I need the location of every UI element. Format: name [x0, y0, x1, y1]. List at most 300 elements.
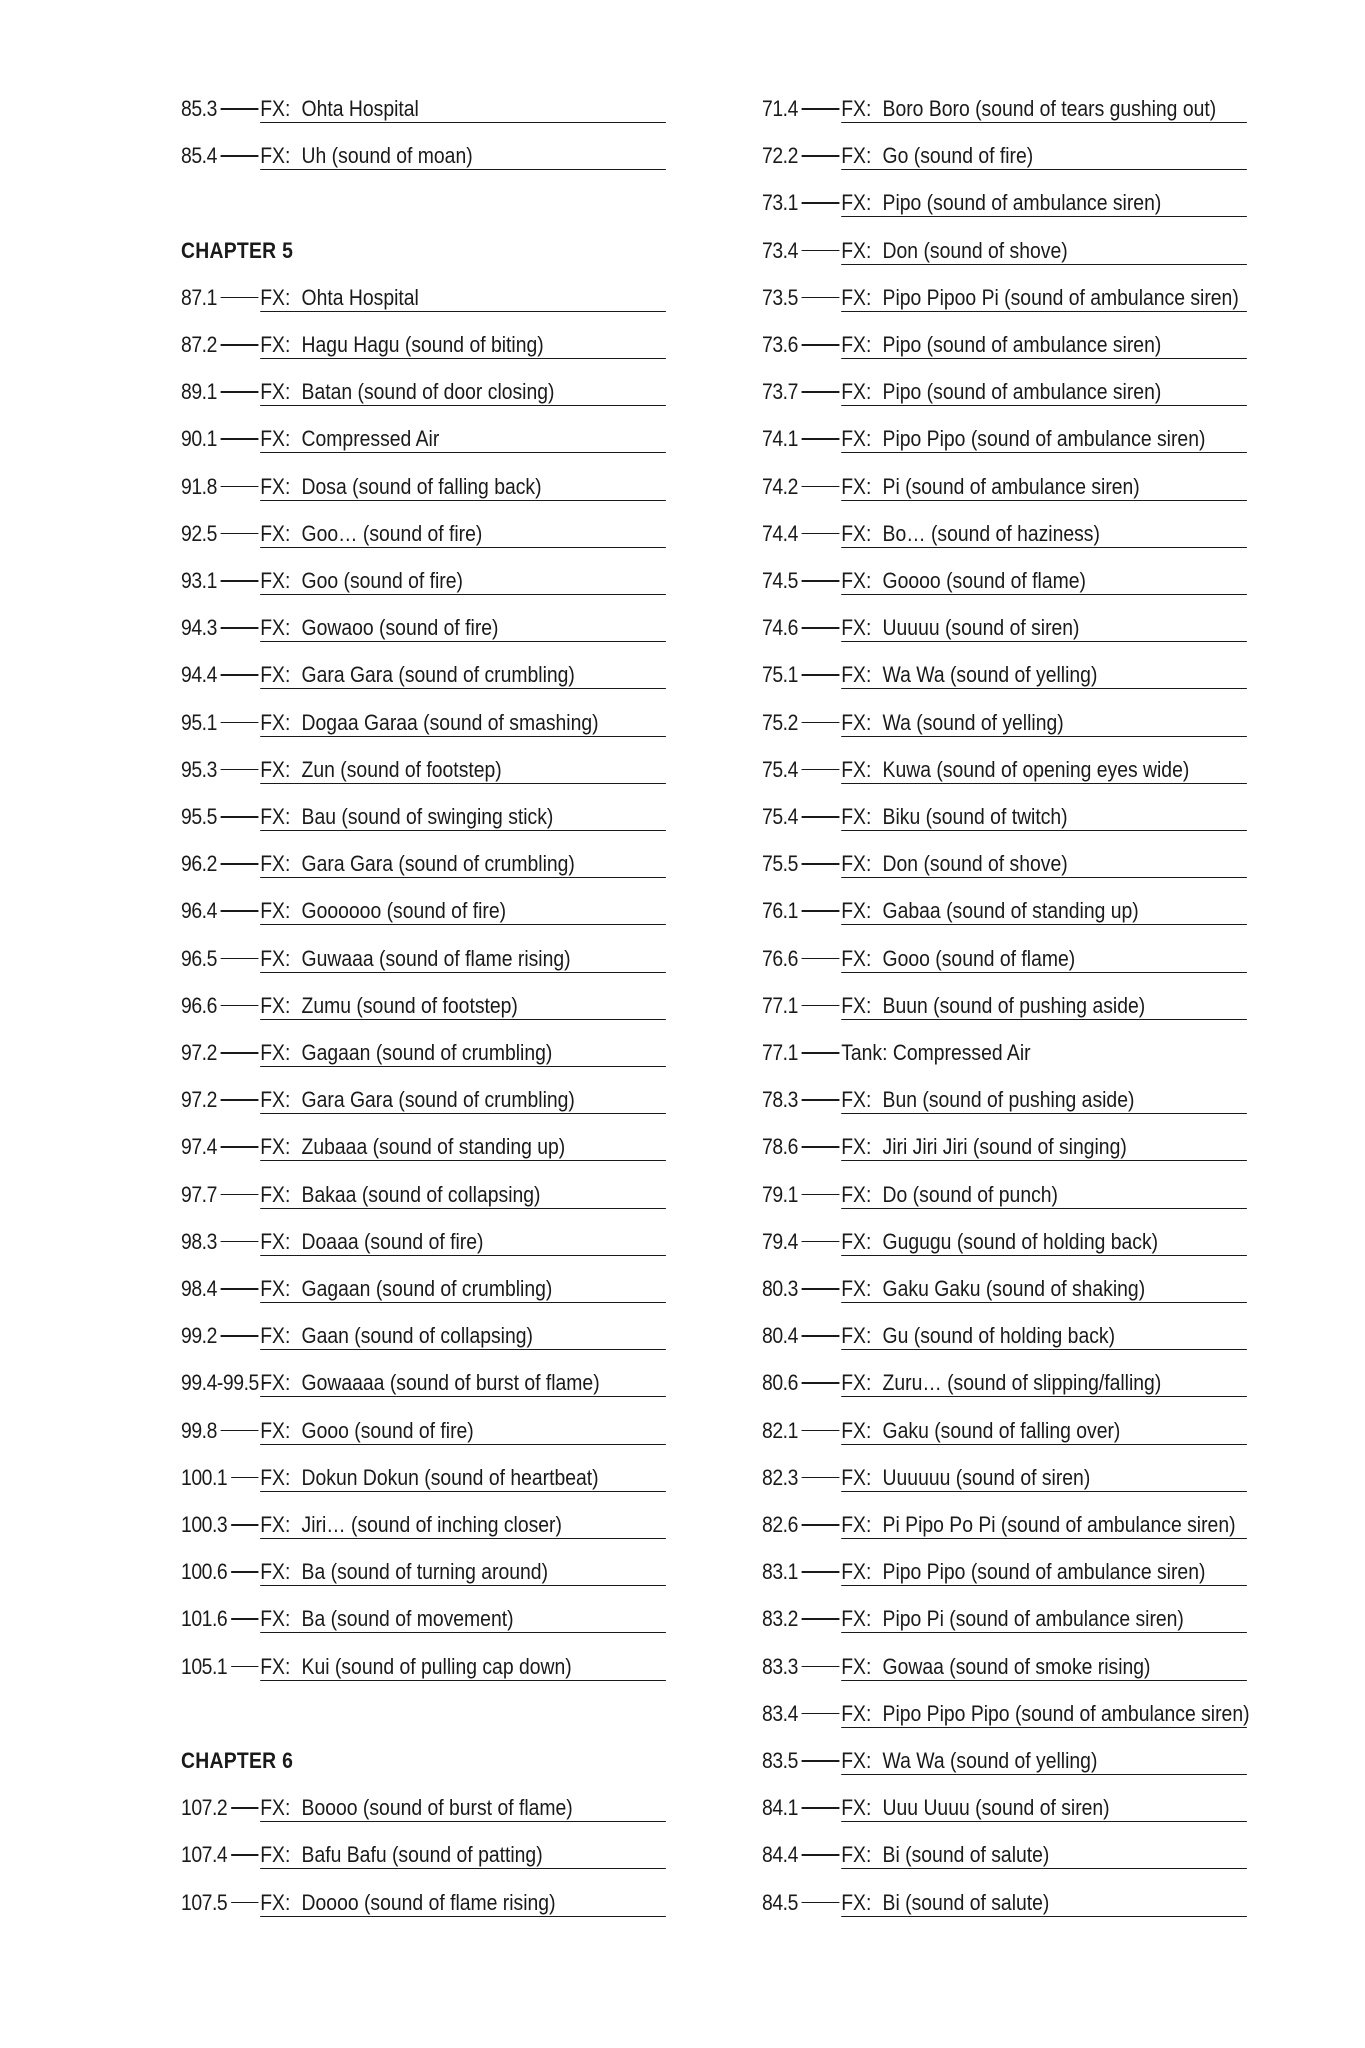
entry-label: FX: — [260, 1653, 291, 1679]
entry-text: Don (sound of shove) — [882, 237, 1068, 263]
entry-text: Hagu Hagu (sound of biting) — [301, 332, 544, 357]
entry-text: Gugugu (sound of holding back) — [882, 1228, 1159, 1254]
entry-label: FX: — [841, 1417, 872, 1443]
leader-dash — [802, 1288, 840, 1290]
fx-entry — [762, 462, 1189, 509]
fx-entry — [181, 981, 608, 1028]
entry-label: FX: — [841, 756, 872, 782]
fx-entry — [762, 792, 1189, 839]
page-panel-number: 80.3 — [762, 1276, 798, 1301]
page-panel-number: 100.6 — [181, 1559, 228, 1585]
page-panel-number: 95.5 — [181, 804, 217, 829]
entry-text: Bi (sound of salute) — [882, 1889, 1050, 1915]
entry-label: FX: — [260, 1417, 291, 1443]
page-panel-number: 84.5 — [762, 1889, 798, 1915]
fx-entry — [762, 1830, 1189, 1877]
leader-dash — [221, 580, 259, 582]
entry-text: Doooo (sound of flame rising) — [301, 1889, 556, 1915]
entry-label: FX: — [841, 473, 872, 499]
entry-label: FX: — [841, 1653, 872, 1679]
leader-dash — [221, 1241, 259, 1243]
fx-entry — [762, 1406, 1189, 1453]
page-panel-number: 96.4 — [181, 898, 217, 924]
fx-entry — [762, 1547, 1206, 1594]
entry-label: FX: — [260, 756, 291, 782]
page-panel-number: 97.2 — [181, 1040, 217, 1065]
entry-label: FX: — [841, 662, 872, 688]
leader-dash — [802, 297, 840, 299]
page-panel-number: 74.6 — [762, 615, 798, 641]
entry-label: FX: — [260, 898, 291, 924]
page-panel-number: 99.2 — [181, 1323, 217, 1349]
fx-entry — [181, 1217, 608, 1264]
fx-entry — [181, 509, 608, 556]
fx-entry — [762, 1642, 1189, 1689]
entry-text: Jiri… (sound of inching closer) — [301, 1512, 562, 1537]
entry-label: FX: — [841, 1512, 872, 1537]
leader-dash — [221, 816, 259, 818]
fx-entry — [762, 698, 1189, 745]
leader-dash — [221, 297, 259, 299]
page-panel-number: 89.1 — [181, 379, 217, 405]
entry-text: Pi (sound of ambulance siren) — [882, 473, 1140, 499]
entry-text: Dosa (sound of falling back) — [301, 473, 542, 499]
page-panel-number: 82.1 — [762, 1417, 798, 1443]
page-panel-number: 83.5 — [762, 1748, 798, 1773]
entry-label: FX: — [841, 237, 872, 263]
entry-label: FX: — [841, 1464, 872, 1490]
entry-text: Gu (sound of holding back) — [882, 1323, 1116, 1349]
page-panel-number: 79.1 — [762, 1181, 798, 1207]
page-panel-number: 74.2 — [762, 473, 798, 499]
fx-entry — [181, 1547, 608, 1594]
leader-dash — [802, 1194, 840, 1196]
leader-dash — [802, 1052, 840, 1054]
page-panel-number: 74.4 — [762, 520, 798, 546]
leader-dash — [802, 1430, 840, 1432]
leader-dash — [221, 533, 259, 535]
fx-entry — [181, 603, 608, 650]
entry-text: Gaku Gaku (sound of shaking) — [882, 1276, 1146, 1301]
fx-entry — [181, 1594, 608, 1641]
page-panel-number: 91.8 — [181, 473, 217, 499]
entry-text: Boooo (sound of burst of flame) — [301, 1795, 573, 1821]
page-panel-number: 78.6 — [762, 1134, 798, 1160]
page-panel-number: 73.7 — [762, 379, 798, 405]
entry-text: Kui (sound of pulling cap down) — [301, 1653, 572, 1679]
fx-entry — [181, 934, 608, 981]
tank-entry — [762, 1028, 1189, 1075]
page-panel-number: 97.2 — [181, 1087, 217, 1113]
page-panel-number: 96.5 — [181, 945, 217, 971]
page-panel-number: 99.4-99.5 — [181, 1370, 259, 1396]
entry-label: FX: — [260, 1512, 291, 1537]
fx-entry — [762, 839, 1189, 886]
entry-label: FX: — [841, 96, 872, 121]
entry-label: FX: — [260, 1040, 291, 1065]
fx-entry — [762, 84, 1217, 131]
page-panel-number: 93.1 — [181, 568, 217, 593]
entry-text: Wa (sound of yelling) — [882, 709, 1064, 735]
entry-text: Goooo (sound of flame) — [882, 568, 1086, 593]
page-panel-number: 82.3 — [762, 1464, 798, 1490]
entry-text: Batan (sound of door closing) — [301, 379, 555, 405]
leader-dash — [802, 580, 840, 582]
entry-label: FX: — [841, 332, 872, 357]
leader-dash — [802, 1760, 840, 1762]
leader-dash — [802, 1146, 840, 1148]
page-panel-number: 105.1 — [181, 1653, 228, 1679]
entry-label: FX: — [260, 709, 291, 735]
entry-text: Pipo (sound of ambulance siren) — [882, 379, 1162, 405]
entry-text: Gaku (sound of falling over) — [882, 1417, 1121, 1443]
entry-label: FX: — [260, 1795, 291, 1821]
leader-dash — [802, 1005, 840, 1007]
fx-entry — [181, 792, 608, 839]
fx-entry — [181, 367, 608, 414]
page-panel-number: 96.2 — [181, 851, 217, 877]
fx-entry — [181, 745, 608, 792]
entry-text: Pipo Pi (sound of ambulance siren) — [882, 1606, 1184, 1632]
leader-dash — [231, 1666, 258, 1668]
fx-entry — [762, 1122, 1189, 1169]
entry-text: Pipo (sound of ambulance siren) — [882, 190, 1162, 216]
fx-entry — [181, 1783, 608, 1830]
page-panel-number: 107.4 — [181, 1842, 228, 1868]
page-panel-number: 98.3 — [181, 1228, 217, 1254]
entry-text: Zubaaa (sound of standing up) — [301, 1134, 566, 1160]
page-panel-number: 100.3 — [181, 1512, 228, 1537]
leader-dash — [802, 769, 840, 771]
entry-text: Uuuuuu (sound of siren) — [882, 1464, 1091, 1490]
fx-entry — [181, 1311, 608, 1358]
leader-dash — [221, 1099, 259, 1101]
leader-dash — [221, 391, 259, 393]
entry-label: FX: — [841, 379, 872, 405]
entry-label: FX: — [841, 1276, 872, 1301]
page-panel-number: 76.6 — [762, 945, 798, 971]
fx-entry — [762, 650, 1189, 697]
entry-text: Compressed Air — [301, 426, 440, 452]
entry-text: Bafu Bafu (sound of patting) — [301, 1842, 543, 1868]
leader-dash — [802, 1902, 840, 1904]
entry-label: FX: — [260, 615, 291, 641]
entry-label: FX: — [841, 1795, 872, 1821]
leader-dash — [221, 344, 259, 346]
entry-label: FX: — [841, 520, 872, 546]
entry-label: FX: — [260, 568, 291, 593]
entry-text: Gagaan (sound of crumbling) — [301, 1040, 553, 1065]
fx-entry — [181, 1264, 608, 1311]
entry-text: Boro Boro (sound of tears gushing out) — [882, 96, 1217, 121]
fx-entry — [762, 1170, 1189, 1217]
leader-dash — [802, 1807, 840, 1809]
entry-label: FX: — [841, 1228, 872, 1254]
entry-text: Bakaa (sound of collapsing) — [301, 1181, 541, 1207]
leader-dash — [802, 674, 840, 676]
tank-label — [841, 1040, 1030, 1066]
leader-dash — [221, 438, 259, 440]
leader-dash — [231, 1902, 258, 1904]
entry-label: FX: — [260, 662, 291, 688]
page-panel-number: 100.1 — [181, 1464, 228, 1490]
entry-text: Uh (sound of moan) — [301, 143, 473, 169]
page-panel-number: 73.6 — [762, 332, 798, 357]
leader-dash — [802, 1571, 840, 1573]
entry-text: Uuu Uuuu (sound of siren) — [882, 1795, 1110, 1821]
fx-entry — [181, 320, 608, 367]
page-panel-number: 101.6 — [181, 1606, 228, 1632]
fx-entry — [762, 1689, 1250, 1736]
entry-text: Bi (sound of salute) — [882, 1842, 1050, 1868]
entry-label: FX: — [260, 1559, 291, 1585]
entry-text: Zumu (sound of footstep) — [301, 992, 518, 1018]
entry-text: Zuru… (sound of slipping/falling) — [882, 1370, 1162, 1396]
leader-dash — [221, 674, 259, 676]
entry-label: FX: — [841, 1323, 872, 1349]
entry-text: Bau (sound of swinging stick) — [301, 804, 554, 829]
fx-entry — [762, 1878, 1189, 1925]
entry-text: Goooooo (sound of fire) — [301, 898, 507, 924]
entry-label: FX: — [260, 96, 291, 121]
page-panel-number: 83.1 — [762, 1559, 798, 1585]
leader-dash — [802, 108, 840, 110]
fx-entry — [762, 1075, 1189, 1122]
fx-entry — [181, 1878, 608, 1925]
entry-label: FX: — [841, 1606, 872, 1632]
page-panel-number: 96.6 — [181, 992, 217, 1018]
fx-entry — [762, 1594, 1189, 1641]
entry-text: Zun (sound of footstep) — [301, 756, 502, 782]
entry-text: Biku (sound of twitch) — [882, 804, 1068, 829]
leader-dash — [802, 250, 840, 252]
entry-label: FX: — [260, 1276, 291, 1301]
leader-dash — [802, 438, 840, 440]
entry-label: FX: — [260, 1464, 291, 1490]
leader-dash — [802, 910, 840, 912]
entry-text: Compressed Air — [892, 1040, 1031, 1065]
leader-dash — [231, 1477, 258, 1479]
leader-dash — [231, 1854, 258, 1856]
fx-entry — [181, 1642, 608, 1689]
entry-label: FX: — [260, 1134, 291, 1160]
entry-label: FX: — [260, 851, 291, 877]
leader-dash — [802, 1241, 840, 1243]
leader-dash — [802, 1382, 840, 1384]
fx-entry — [762, 981, 1189, 1028]
leader-dash — [221, 108, 259, 110]
page-panel-number: 73.1 — [762, 190, 798, 216]
entry-text: Dokun Dokun (sound of heartbeat) — [301, 1464, 599, 1490]
page-panel-number: 95.3 — [181, 756, 217, 782]
page-panel-number: 83.2 — [762, 1606, 798, 1632]
entry-text: Jiri Jiri Jiri (sound of singing) — [882, 1134, 1127, 1160]
entry-label: FX: — [841, 1181, 872, 1207]
entry-label: FX: — [260, 1842, 291, 1868]
entry-label: FX: — [841, 851, 872, 877]
entry-text: Ba (sound of turning around) — [301, 1559, 549, 1585]
entry-text: Pipo Pipoo Pi (sound of ambulance siren) — [882, 284, 1239, 310]
leader-dash — [221, 486, 259, 488]
page-panel-number: 94.4 — [181, 662, 217, 688]
fx-entry — [181, 886, 608, 933]
entry-label: FX: — [841, 1889, 872, 1915]
fx-entry — [181, 698, 608, 745]
entry-text: Goo… (sound of fire) — [301, 520, 483, 546]
entry-text: Gara Gara (sound of crumbling) — [301, 662, 575, 688]
leader-dash — [802, 863, 840, 865]
leader-dash — [802, 1099, 840, 1101]
entry-text: Gaan (sound of collapsing) — [301, 1323, 533, 1349]
leader-dash — [802, 1477, 840, 1479]
fx-entry — [181, 839, 608, 886]
entry-text: Gara Gara (sound of crumbling) — [301, 851, 575, 877]
entry-text: Goo (sound of fire) — [301, 568, 463, 593]
entry-text: Uuuuu (sound of siren) — [882, 615, 1080, 641]
entry-label: FX: — [260, 1228, 291, 1254]
page-panel-number: 90.1 — [181, 426, 217, 452]
entry-text: Wa Wa (sound of yelling) — [882, 662, 1098, 688]
leader-dash — [802, 1713, 840, 1715]
leader-dash — [231, 1807, 258, 1809]
leader-dash — [221, 1335, 259, 1337]
page-panel-number: 73.5 — [762, 284, 798, 310]
page-panel-number: 80.4 — [762, 1323, 798, 1349]
fx-entry — [762, 273, 1239, 320]
fx-entry — [762, 131, 1189, 178]
page-panel-number: 98.4 — [181, 1276, 217, 1301]
page-panel-number: 82.6 — [762, 1512, 798, 1537]
entry-label: FX: — [260, 1606, 291, 1632]
fx-entry — [181, 1453, 608, 1500]
entry-label: FX: — [841, 615, 872, 641]
fx-entry — [181, 273, 608, 320]
leader-dash — [221, 627, 259, 629]
fx-entry — [181, 650, 608, 697]
entry-text: Wa Wa (sound of yelling) — [882, 1748, 1098, 1773]
entry-label: Tank: — [841, 1040, 888, 1065]
fx-entry — [762, 1264, 1189, 1311]
leader-dash — [221, 863, 259, 865]
fx-entry — [181, 556, 608, 603]
entry-text: Ohta Hospital — [301, 284, 419, 310]
fx-entry — [762, 178, 1189, 225]
leader-dash — [802, 722, 840, 724]
fx-entry — [181, 414, 608, 461]
entry-label: FX: — [841, 190, 872, 216]
page-panel-number: 74.1 — [762, 426, 798, 452]
leader-dash — [221, 958, 259, 960]
fx-entry — [762, 320, 1189, 367]
fx-entry — [181, 1122, 608, 1169]
page-panel-number: 95.1 — [181, 709, 217, 735]
fx-entry — [762, 1358, 1189, 1405]
entry-text: Pi Pipo Po Pi (sound of ambulance siren) — [882, 1512, 1236, 1537]
entry-label: FX: — [841, 284, 872, 310]
page-panel-number: 97.7 — [181, 1181, 217, 1207]
entry-label: FX: — [841, 945, 872, 971]
page-panel-number: 80.6 — [762, 1370, 798, 1396]
entry-text: Gowaoo (sound of fire) — [301, 615, 499, 641]
leader-dash — [221, 1430, 259, 1432]
entry-text: Gara Gara (sound of crumbling) — [301, 1087, 575, 1113]
page-panel-number: 77.1 — [762, 992, 798, 1018]
entry-label: FX: — [841, 568, 872, 593]
leader-dash — [221, 769, 259, 771]
fx-entry — [762, 414, 1206, 461]
leader-dash — [231, 1524, 258, 1526]
entry-text: Pipo Pipo (sound of ambulance siren) — [882, 1559, 1206, 1585]
leader-dash — [221, 1052, 259, 1054]
leader-dash — [231, 1618, 258, 1620]
fx-entry — [181, 131, 608, 178]
fx-entry — [762, 1453, 1189, 1500]
leader-dash — [802, 627, 840, 629]
page-panel-number: 92.5 — [181, 520, 217, 546]
entry-text: Gabaa (sound of standing up) — [882, 898, 1139, 924]
leader-dash — [802, 1618, 840, 1620]
entry-text: Go (sound of fire) — [882, 143, 1034, 169]
entry-label: FX: — [260, 332, 291, 357]
fx-entry — [762, 745, 1189, 792]
entry-text: Guwaaa (sound of flame rising) — [301, 945, 571, 971]
entry-label: FX: — [260, 1087, 291, 1113]
entry-label: FX: — [260, 1889, 291, 1915]
entry-text: Kuwa (sound of opening eyes wide) — [882, 756, 1190, 782]
entry-label: FX: — [260, 1323, 291, 1349]
entry-text: Gooo (sound of flame) — [882, 945, 1076, 971]
entry-text: Don (sound of shove) — [882, 851, 1068, 877]
fx-entry — [762, 1500, 1236, 1547]
fx-entry — [181, 1830, 608, 1877]
page-panel-number: 84.4 — [762, 1842, 798, 1868]
page-panel-number: 83.4 — [762, 1700, 798, 1726]
entry-text: Pipo (sound of ambulance siren) — [882, 332, 1162, 357]
leader-dash — [221, 1288, 259, 1290]
fx-entry — [762, 556, 1189, 603]
fx-entry — [762, 1311, 1189, 1358]
page-panel-number: 77.1 — [762, 1040, 798, 1065]
leader-dash — [221, 722, 259, 724]
entry-label: FX: — [841, 1842, 872, 1868]
page-panel-number: 99.8 — [181, 1417, 217, 1443]
fx-entry — [181, 84, 608, 131]
fx-entry — [181, 1170, 608, 1217]
entry-label: FX: — [260, 284, 291, 310]
page-panel-number: 83.3 — [762, 1653, 798, 1679]
fx-entry — [762, 509, 1189, 556]
chapter-heading: CHAPTER 5 — [181, 237, 294, 263]
leader-dash — [802, 155, 840, 157]
fx-entry — [181, 1075, 608, 1122]
leader-dash — [802, 958, 840, 960]
entry-label: FX: — [260, 473, 291, 499]
fx-entry — [762, 1783, 1189, 1830]
leader-dash — [221, 1194, 259, 1196]
fx-entry — [762, 1217, 1189, 1264]
entry-label: FX: — [260, 426, 291, 452]
fx-entry — [181, 1358, 608, 1405]
entry-text: Doaaa (sound of fire) — [301, 1228, 484, 1254]
entry-label: FX: — [841, 143, 872, 169]
entry-text: Gowaa (sound of smoke rising) — [882, 1653, 1151, 1679]
leader-dash — [802, 1335, 840, 1337]
fx-entry — [762, 367, 1189, 414]
entry-text: Ohta Hospital — [301, 96, 419, 121]
entry-label: FX: — [841, 1087, 872, 1113]
page-panel-number: 84.1 — [762, 1795, 798, 1821]
page-panel-number: 87.2 — [181, 332, 217, 357]
